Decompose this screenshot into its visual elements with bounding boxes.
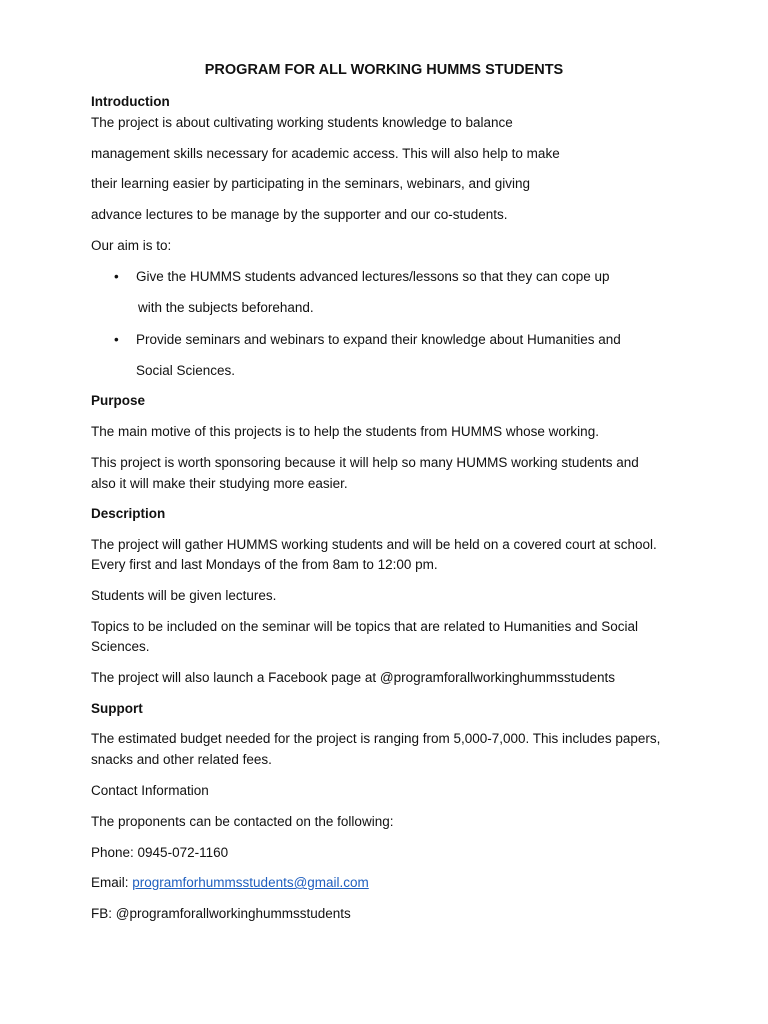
description-paragraph: Every first and last Mondays of the from 8am to 12:00 pm.	[91, 557, 438, 572]
contact-phone: Phone: 0945-072-1160	[91, 845, 229, 860]
support-paragraph: snacks and other related fees.	[91, 752, 272, 767]
purpose-paragraph: The main motive of this projects is to help the students from HUMMS whose working.	[91, 424, 599, 439]
purpose-paragraph: also it will make their studying more easier.	[91, 476, 348, 491]
introduction-line: advance lectures to be manage by the supporter and our co-students.	[91, 207, 508, 222]
contact-email-row	[91, 874, 369, 892]
support-paragraph: The estimated budget needed for the project is ranging from 5,000-7,000. This includes papers,	[91, 731, 661, 746]
bullet-icon: •	[114, 332, 119, 347]
aim-bullet-text: with the subjects beforehand.	[138, 300, 314, 315]
email-link[interactable]: programforhummsstudents@gmail.com	[132, 875, 369, 890]
contact-heading: Contact Information	[91, 783, 209, 798]
introduction-line: their learning easier by participating in the seminars, webinars, and giving	[91, 176, 530, 191]
document-title: PROGRAM FOR ALL WORKING HUMMS STUDENTS	[204, 62, 564, 78]
contact-intro: The proponents can be contacted on the following:	[91, 814, 394, 829]
email-label: Email:	[91, 875, 133, 890]
aim-bullet-text: Social Sciences.	[136, 363, 236, 378]
bullet-icon: •	[114, 269, 119, 284]
purpose-paragraph: This project is worth sponsoring because it will help so many HUMMS working students and	[91, 455, 639, 470]
description-paragraph: The project will gather HUMMS working students and will be held on a covered court at school.	[91, 537, 657, 552]
aim-label: Our aim is to:	[91, 238, 172, 253]
introduction-line: management skills necessary for academic access. This will also help to make	[91, 146, 560, 161]
introduction-heading: Introduction	[91, 94, 170, 109]
purpose-heading: Purpose	[91, 393, 146, 408]
description-paragraph: The project will also launch a Facebook page at @programforallworkinghummsstudents	[91, 670, 615, 685]
description-paragraph: Students will be given lectures.	[91, 588, 277, 603]
description-heading: Description	[91, 506, 166, 521]
aim-bullet-text: Give the HUMMS students advanced lectures/lessons so that they can cope up	[136, 269, 610, 284]
aim-bullet-text: Provide seminars and webinars to expand their knowledge about Humanities and	[136, 332, 621, 347]
introduction-line: The project is about cultivating working students knowledge to balance	[91, 115, 513, 130]
description-paragraph: Topics to be included on the seminar will be topics that are related to Humanities and Social	[91, 619, 639, 634]
contact-fb: FB: @programforallworkinghummsstudents	[91, 906, 351, 921]
description-paragraph: Sciences.	[91, 639, 150, 654]
support-heading: Support	[91, 701, 143, 716]
